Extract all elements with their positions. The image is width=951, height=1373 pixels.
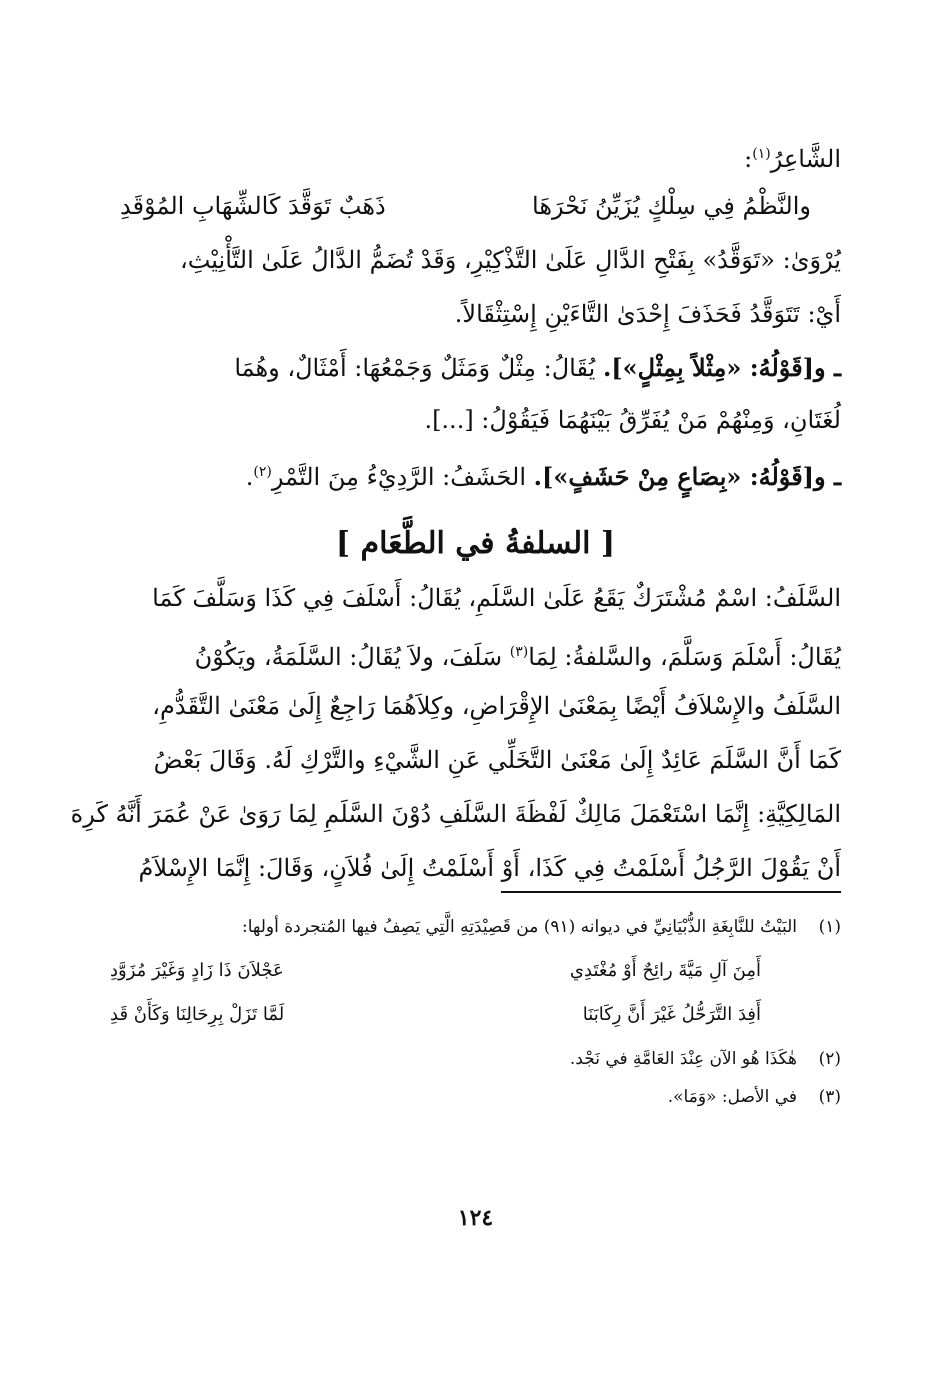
verse-second-hemistich: لَمَّا تَزَلْ بِرِحَالِنَا وَكَأَنْ قَدِ [110,1004,285,1025]
footnote-2 [100,1042,841,1076]
verse-line [100,180,811,232]
section-heading: [ السلفةُ في الطَّعَام ] [335,526,616,561]
text-segment: يُقَالُ: أَسْلَمَ وَسَلَّمَ، والسَّلفةُ: لِمَا [528,643,841,671]
quoted-phrase: ـ و[قَوْلُهُ: «بِصَاعٍ مِنْ حَشَفٍ»]. [533,462,841,491]
text-segment: سَلَفَ، ولاَ يُقَالُ: السَّلَمَةُ، ويَكُوْنُ [194,643,503,671]
footnote-number: (٣) [818,1087,841,1107]
period: . [245,463,254,491]
footnote-text: في الأصل: «وَمَا». [667,1087,797,1107]
paragraph-line: السَّلَفُ: اسْمٌ مُشْتَرَكٌ يَقَعُ عَلَىٰ السَّلَمِ، يُقَالُ: أَسْلَفَ فِي كَذَا وَسَلَّفَ كَمَا [152,584,841,612]
text-line: أَيْ: تَتَوَقَّدُ فَحَذَفَ إِحْدَىٰ التَّاءَيْنِ إِسْتِثْقَالاً. [454,300,841,328]
footnote-number: (١) [818,917,841,937]
paragraph-line: أَنْ يَقُوْلَ الرَّجُلُ أَسْلَمْتُ فِي كَذَا، أَوْ أَسْلَمْتُ إِلَىٰ فُلاَنٍ، وَقَالَ: إِنَّمَا الإِسْلاَمُ [138,854,841,882]
paragraph-line: السَّلَفُ والإِسْلاَفُ أَيْضًا بِمَعْنَىٰ الإِقْرَاضِ، وكِلاَهُمَا رَاجِعٌ إِلَىٰ مَعْنَىٰ التَّقَدُّمِ، [152,692,841,720]
text-line [100,446,841,503]
page-number: ١٢٤ [457,1205,494,1231]
footnote-ref-1: (١) [752,146,771,162]
verse-first-hemistich: أَمِنَ آلِ مَيَّةَ رائِحٌ أَوْ مُغْتَدِي [569,960,761,981]
footnote-ref-2: (٢) [253,464,272,480]
explanation: الحَشَفُ: الرَّدِيْءُ مِنَ التَّمْرِ [271,463,526,491]
footnote-text: البَيْتُ للنَّابِغَةِ الذُّبْيَانِيِّ في ديوانه (٩١) من قَصِيْدَتِهِ الَّتِي يَصِفُ فيها المُتجردة أولها: [241,917,797,937]
verse-second-hemistich: عَجْلاَنَ ذَا زَادٍ وَغَيْرَ مُزَوَّدِ [110,960,284,981]
paragraph-line: المَالِكِيَّةِ: إِنَّمَا اسْتَعْمَلَ مَالِكٌ لَفْظَةَ السَّلَفِ دُوْنَ السَّلَمِ لِمَا رَوَىٰ عَنْ عُمَرَ أَنَّهُ كَرِهَ [70,800,841,828]
verse-first-hemistich: والنَّظْمُ فِي سِلْكٍ يُزَيِّنُ نَحْرَهَا [532,192,811,220]
footnote-3 [100,1080,841,1114]
paragraph-line [100,626,841,683]
quoted-phrase: ـ و[قَوْلُهُ: «مِثْلاً بِمِثْلٍ»]. [602,353,841,382]
explanation: يُقَالُ: مِثْلٌ وَمَثَلٌ وَجَمْعُهَا: أَمْثَالٌ، وهُمَا [234,354,596,382]
footnote-1 [100,910,841,944]
poet-label: الشَّاعِرُ [770,145,841,173]
poet-intro-line [100,128,841,185]
verse-second-hemistich: ذَهَبٌ تَوَقَّدَ كَالشِّهَابِ المُوْقَدِ [120,192,386,220]
text-line [100,342,841,394]
colon: : [744,145,753,173]
footnote-verse [100,998,761,1032]
paragraph-line: كَمَا أَنَّ السَّلَمَ عَائِدٌ إِلَىٰ مَعْنَىٰ التَّخَلِّي عَنِ الشَّيْءِ والتَّرْكِ لَهُ. وَقَالَ بَعْضُ [153,746,841,774]
verse-first-hemistich: أَفِدَ التَّرَحُّلُ غَيْرَ أَنَّ رِكَابَنَا [582,1004,761,1025]
text-line: لُغَتَانِ، وَمِنْهُمْ مَنْ يُفَرِّقُ بَيْنَهُمَا فَيَقُوْلُ: [...]. [424,406,841,434]
footnote-ref-3: (٣) [509,644,529,660]
footnote-number: (٢) [818,1049,841,1069]
footnote-text: هٰكَذَا هُو الآن عِنْدَ العَامَّةِ في نَجْد. [569,1049,797,1069]
text-line: يُرْوَىٰ: «تَوَقَّدُ» بِفَتْحِ الدَّالِ عَلَىٰ التَّذْكِيْرِ، وَقَدْ تُضَمُّ الدَّالُ عَلَىٰ التَّأْنِيْثِ، [179,246,841,274]
footnote-verse [100,954,761,988]
footnote-separator [501,891,841,893]
